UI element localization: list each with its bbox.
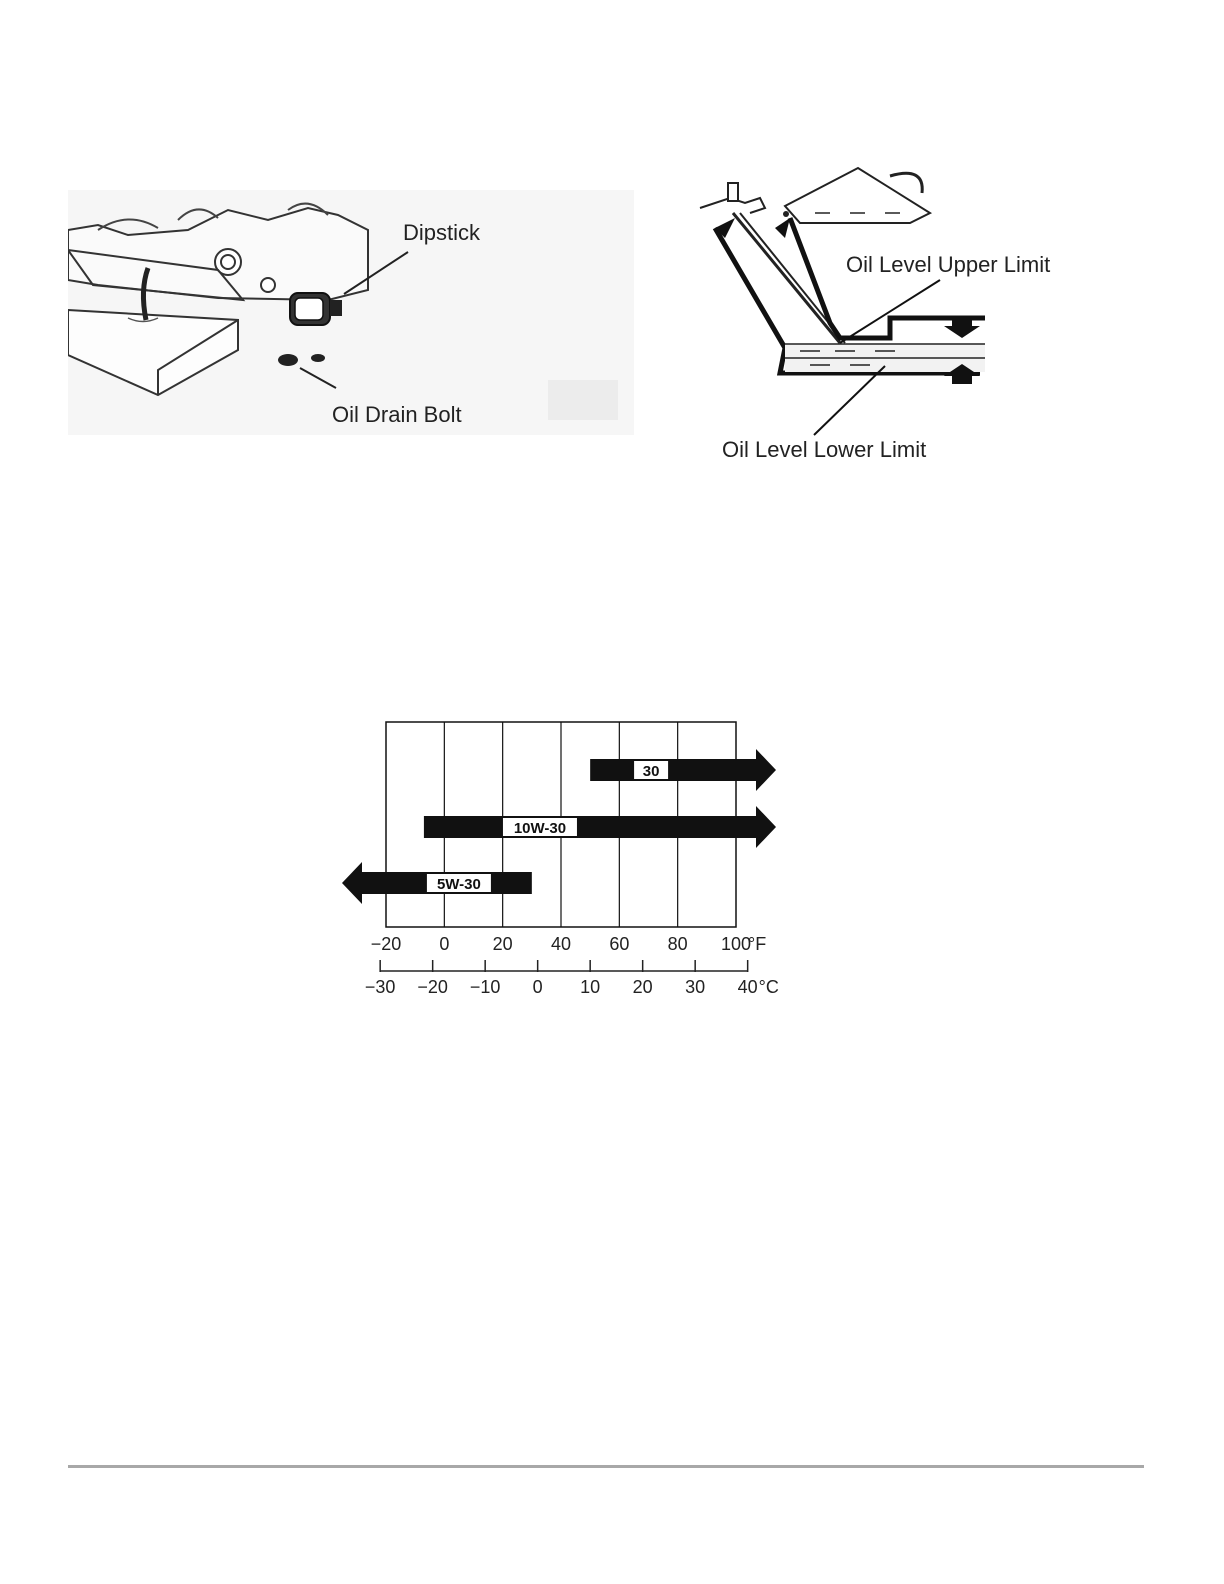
oil-level-lower-limit-label: Oil Level Lower Limit: [722, 437, 927, 462]
oil-level-figure: [690, 158, 1110, 478]
oil-level-upper-limit-label: Oil Level Upper Limit: [846, 252, 1051, 277]
bar-label: 5W-30: [436, 876, 481, 893]
bar-label: 30: [642, 763, 660, 780]
fahrenheit-tick-label: 0: [439, 934, 450, 954]
chart-svg: [330, 712, 810, 1012]
fahrenheit-tick-label: 100: [720, 934, 752, 954]
celsius-tick-label: −20: [417, 977, 448, 997]
celsius-tick-label: −10: [469, 977, 501, 997]
celsius-unit-label: °C: [758, 977, 779, 997]
fahrenheit-tick-label: 20: [492, 934, 513, 954]
oil-level-illustration: [690, 158, 1110, 478]
fahrenheit-tick-label: −20: [370, 934, 402, 954]
fahrenheit-tick-label: 80: [667, 934, 688, 954]
fahrenheit-unit-label: °F: [748, 934, 767, 954]
celsius-tick-label: 30: [685, 977, 706, 997]
down-arrow-icon: [944, 318, 980, 338]
celsius-tick-label: 40: [737, 977, 758, 997]
celsius-tick-label: −30: [364, 977, 396, 997]
oil-drain-bolt-label: Oil Drain Bolt: [332, 402, 462, 427]
celsius-tick-label: 0: [532, 977, 543, 997]
dipstick-label: Dipstick: [403, 220, 481, 245]
celsius-tick-label: 10: [580, 977, 601, 997]
fahrenheit-tick-label: 60: [609, 934, 630, 954]
oil-viscosity-chart: [330, 712, 810, 1012]
celsius-tick-label: 20: [632, 977, 653, 997]
dipstick-drain-bolt-figure: [68, 190, 634, 435]
fahrenheit-tick-label: 40: [550, 934, 572, 954]
bar-label: 10W-30: [513, 820, 567, 837]
engine-illustration: [68, 190, 634, 435]
footer-divider: [68, 1465, 1144, 1468]
